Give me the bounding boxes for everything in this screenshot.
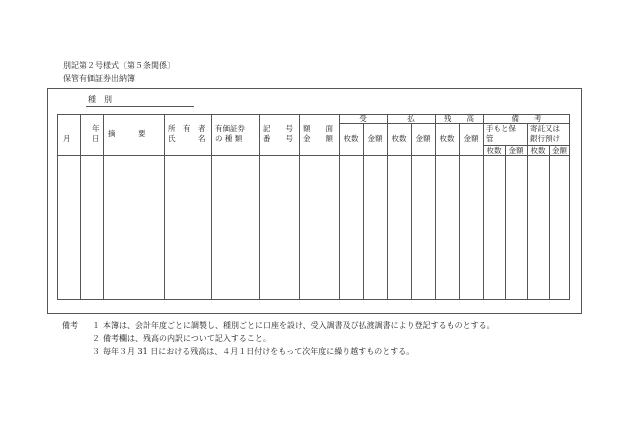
col-line-day: [80, 114, 81, 300]
register-title: 保管有価証券出納簿: [63, 74, 135, 83]
header-month: 月: [63, 134, 71, 143]
header-deposit-count: 枚数: [530, 146, 546, 155]
header-paid-amount: 金額: [415, 134, 431, 143]
header-received-count: 枚数: [343, 134, 359, 143]
header-custody-2: 管: [486, 134, 494, 143]
header-owner-1: 所 有 者: [168, 124, 206, 133]
col-line-summary: [103, 114, 104, 300]
col-line-face: [299, 114, 300, 300]
col-line-custody-split: [505, 145, 506, 300]
header-balance: 残 高: [444, 114, 474, 123]
note-2-text: 備考欄は、残高の内訳について記入すること。: [103, 334, 271, 343]
header-received-amount: 金額: [367, 134, 383, 143]
header-summary: 摘 要: [108, 129, 146, 138]
header-balance-count: 枚数: [439, 134, 455, 143]
form-number: 別記第２号様式〔第５条関係〕: [63, 61, 175, 70]
note-3-text: 毎年３月 31 日における残高は、４月１日付けをもって次年度に繰り越すものとする。: [103, 347, 415, 356]
header-paid: 払: [407, 114, 415, 123]
header-custody-amount: 金額: [508, 146, 524, 155]
note-3-number: ３: [92, 347, 100, 356]
col-line-owner: [164, 114, 165, 300]
col-line-type: [211, 114, 212, 300]
header-owner-2: 氏 名: [168, 134, 206, 143]
note-1-text: 本簿は、会計年度ごとに調製し、種別ごとに口座を設け、受入調書及び払渡調書により登記するものとする。: [103, 321, 495, 330]
header-type-2: の 種 類: [215, 134, 243, 143]
header-day: 日: [92, 134, 100, 143]
header-type-1: 有価証券: [215, 124, 245, 133]
col-line-symbol: [259, 114, 260, 300]
header-deposit-1: 寄託又は: [530, 124, 560, 133]
header-year: 年: [92, 124, 100, 133]
category-underline: [86, 106, 194, 107]
header-deposit-2: 銀行預け: [530, 134, 560, 143]
header-symbol-2: 番 号: [263, 134, 293, 143]
header-face-2: 金 額: [303, 134, 333, 143]
header-received: 受: [359, 114, 367, 123]
header-balance-amount: 金額: [463, 134, 479, 143]
header-custody-count: 枚数: [486, 146, 502, 155]
header-bottom-line: [57, 155, 570, 156]
col-line-deposit-split: [549, 145, 550, 300]
notes-label: 備考: [62, 321, 78, 330]
col-line-paid-split: [411, 123, 412, 300]
header-face-1: 額 面: [303, 124, 333, 133]
col-line-balance-split: [459, 123, 460, 300]
note-2-number: ２: [92, 334, 100, 343]
header-remarks: 備 考: [511, 114, 542, 123]
col-line-received-split: [363, 123, 364, 300]
category-label: 種 別: [88, 95, 112, 104]
note-1-number: １: [92, 321, 100, 330]
header-deposit-amount: 金額: [552, 146, 567, 155]
col-line-remarks: [483, 114, 484, 300]
header-paid-count: 枚数: [391, 134, 407, 143]
header-custody-1: 手もと保: [486, 124, 516, 133]
header-symbol-1: 記 号: [263, 124, 293, 133]
